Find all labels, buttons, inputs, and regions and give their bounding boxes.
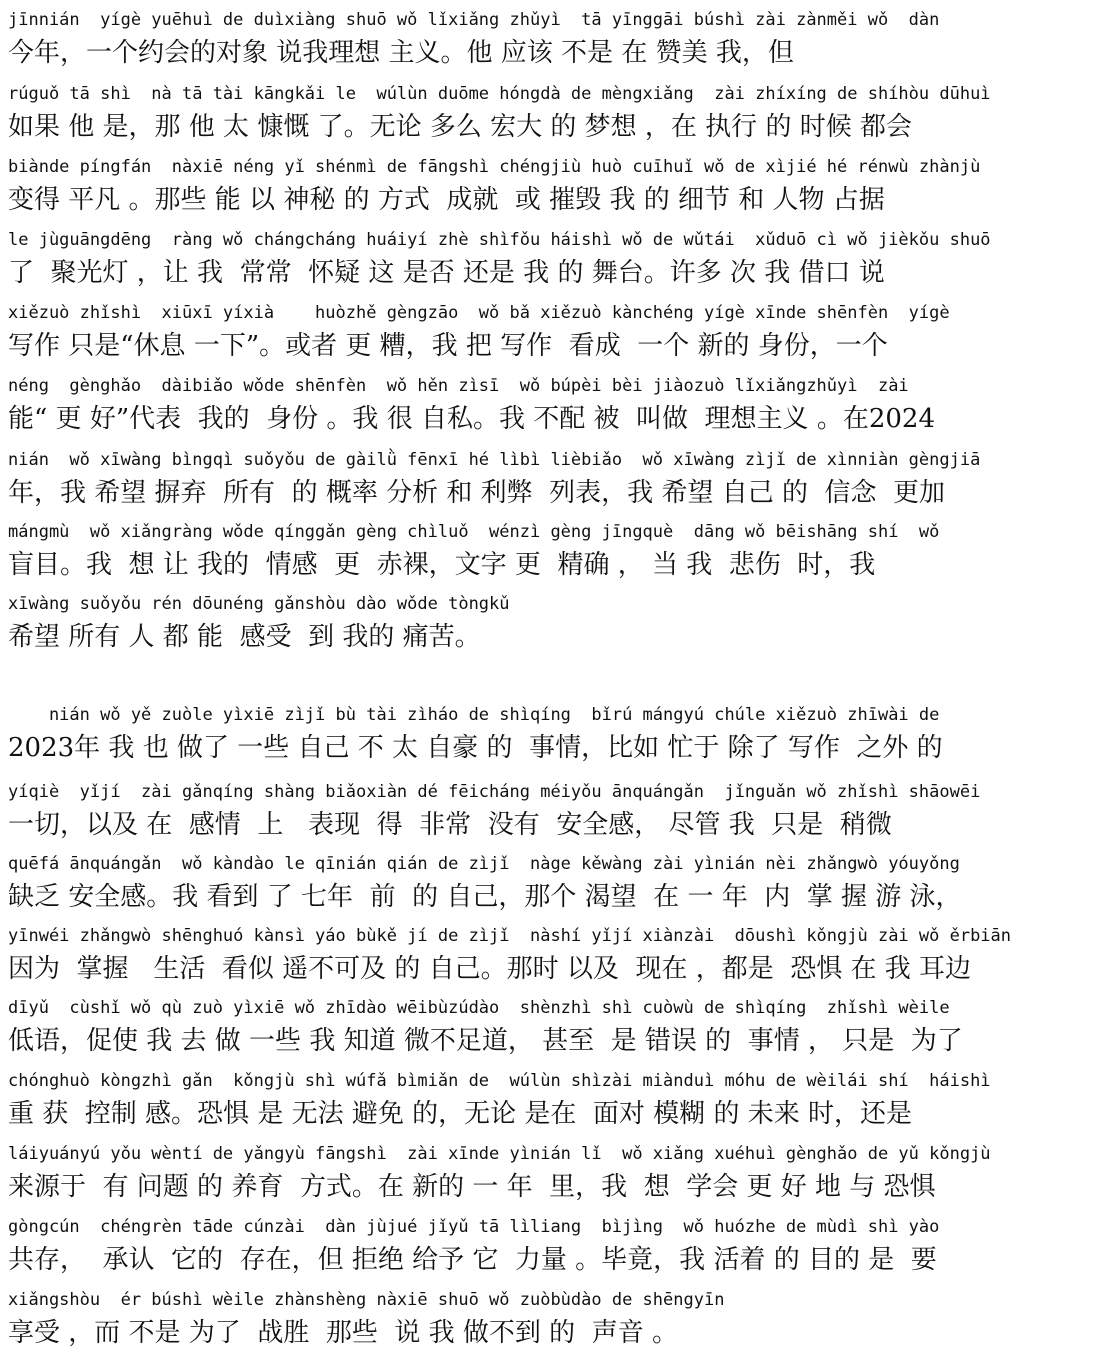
text-line — [0, 1288, 1100, 1360]
hanzi-line: 共存， 承认 它的 存在，但 拒绝 给予 它 力量 。毕竟，我 活着 的 目的 是 要 — [8, 1245, 937, 1275]
pinyin-line: yīnwéi zhǎngwò shēnghuó kànsì yáo bùkě jí de zìjǐ nàshí yǐjí xiànzài dōushì kǒngjù zài wǒ ěrbiān — [8, 926, 1012, 946]
hanzi-line: 因为 掌握 生活 看似 遥不可及 的 自己。那时 以及 现在 ，都是 恐惧 在 我 耳边 — [8, 954, 972, 984]
text-line — [0, 1215, 1100, 1287]
hanzi-line: 今年，一个约会的对象 说我理想 主义。他 应该 不是 在 赞美 我，但 — [8, 38, 794, 68]
pinyin-line: rúguǒ tā shì nà tā tài kāngkǎi le wúlùn duōme hóngdà de mèngxiǎng zài zhíxíng de shíhòu dūhuì — [8, 84, 991, 104]
text-line — [0, 996, 1100, 1068]
pinyin-line: xiězuò zhǐshì xiūxī yíxià huòzhě gèngzāo wǒ bǎ xiězuò kànchéng yígè xīnde shēnfèn yígè — [8, 303, 950, 323]
pinyin-line: gòngcún chéngrèn tāde cúnzài dàn jùjué jǐyǔ tā lìliang bìjìng wǒ huózhe de mùdì shì yào — [8, 1217, 940, 1237]
hanzi-line: 盲目。我 想 让 我的 情感 更 赤裸，文字 更 精确 ， 当 我 悲伤 时，我 — [8, 550, 876, 580]
hanzi-line: 希望 所有 人 都 能 感受 到 我的 痛苦。 — [8, 622, 481, 652]
pinyin-line: yíqiè yǐjí zài gǎnqíng shàng biǎoxiàn dé fēicháng méiyǒu ānquángǎn jǐnguǎn wǒ zhǐshì shāowēi — [8, 782, 981, 802]
hanzi-line: 低语，促使 我 去 做 一些 我 知道 微不足道， 甚至 是 错误 的 事情 ， 只是 为了 — [8, 1026, 963, 1056]
text-line — [0, 520, 1100, 592]
pinyin-line: le jùguāngdēng ràng wǒ chángcháng huáiyí zhè shìfǒu háishì wǒ de wǔtái xǔduō cì wǒ jièkǒu shuō — [8, 230, 991, 250]
pinyin-line: néng gènghǎo dàibiǎo wǒde shēnfèn wǒ hěn zìsī wǒ búpèi bèi jiàozuò lǐxiǎngzhǔyì zài — [8, 376, 909, 396]
hanzi-line: 缺乏 安全感。我 看到 了 七年 前 的 自己，那个 渴望 在 一 年 内 掌 握 游 泳， — [8, 882, 962, 912]
hanzi-line: 能“ 更 好”代表 我的 身份 。我 很 自私。我 不配 被 叫做 理想主义 。在2024 — [8, 404, 935, 434]
text-line — [0, 780, 1100, 852]
pinyin-line: mángmù wǒ xiǎngràng wǒde qínggǎn gèng chìluǒ wénzì gèng jīngquè dāng wǒ bēishāng shí wǒ — [8, 522, 940, 542]
text-line — [0, 924, 1100, 996]
text-line — [0, 592, 1100, 664]
text-line — [0, 374, 1100, 446]
text-line — [0, 155, 1100, 227]
pinyin-line: láiyuányú yǒu wèntí de yǎngyù fāngshì zài xīnde yìnián lǐ wǒ xiǎng xuéhuì gènghǎo de yǔ kǒngjù — [8, 1144, 991, 1164]
text-line — [0, 82, 1100, 154]
pinyin-line: nián wǒ xīwàng bìngqì suǒyǒu de gàilǜ fēnxī hé lìbì lièbiǎo wǒ xīwàng zìjǐ de xìnniàn gèngjiā — [8, 450, 981, 470]
hanzi-line: 2023年 我 也 做了 一些 自己 不 太 自豪 的 事情，比如 忙于 除了 写作 之外 的 — [8, 733, 943, 763]
pinyin-line: nián wǒ yě zuòle yìxiē zìjǐ bù tài zìháo de shìqíng bǐrú mángyú chúle xiězuò zhīwài de — [8, 705, 940, 725]
pinyin-line: quēfá ānquángǎn wǒ kàndào le qīnián qián de zìjǐ nàge kěwàng zài yìnián nèi zhǎngwò yóuyǒng — [8, 854, 960, 874]
pinyin-line: dīyǔ cùshǐ wǒ qù zuò yìxiē wǒ zhīdào wēibùzúdào shènzhì shì cuòwù de shìqíng zhǐshì wèile — [8, 998, 950, 1018]
text-line — [0, 703, 1100, 775]
text-line — [0, 448, 1100, 520]
hanzi-line: 重 获 控制 感。恐惧 是 无法 避免 的，无论 是在 面对 模糊 的 未来 时，还是 — [8, 1099, 912, 1129]
pinyin-line: chónghuò kòngzhì gǎn kǒngjù shì wúfǎ bìmiǎn de wúlùn shìzài miànduì móhu de wèilái shí háishì — [8, 1071, 991, 1091]
hanzi-line: 年，我 希望 摒弃 所有 的 概率 分析 和 利弊 列表，我 希望 自己 的 信念 更加 — [8, 478, 946, 508]
pinyin-line: xiǎngshòu ér búshì wèile zhànshèng nàxiē shuō wǒ zuòbùdào de shēngyīn — [8, 1290, 725, 1310]
hanzi-line: 了 聚光灯 ，让 我 常常 怀疑 这 是否 还是 我 的 舞台。许多 次 我 借口 说 — [8, 258, 885, 288]
text-line — [0, 228, 1100, 300]
hanzi-line: 写作 只是“休息 一下”。或者 更 糟，我 把 写作 看成 一个 新的 身份，一个 — [8, 331, 888, 361]
hanzi-line: 享受 ，而 不是 为了 战胜 那些 说 我 做不到 的 声音 。 — [8, 1318, 678, 1348]
text-line — [0, 852, 1100, 924]
text-line — [0, 1069, 1100, 1141]
hanzi-line: 来源于 有 问题 的 养育 方式。在 新的 一 年 里，我 想 学会 更 好 地 与 恐惧 — [8, 1172, 936, 1202]
hanzi-line: 变得 平凡 。那些 能 以 神秘 的 方式 成就 或 摧毁 我 的 细节 和 人物 占据 — [8, 185, 885, 215]
pinyin-line: biànde píngfán nàxiē néng yǐ shénmì de fāngshì chéngjiù huò cuīhuǐ wǒ de xìjié hé rénwù zhànjù — [8, 157, 981, 177]
pinyin-line: jīnnián yígè yuēhuì de duìxiàng shuō wǒ lǐxiǎng zhǔyì tā yīnggāi búshì zài zànměi wǒ dàn — [8, 10, 940, 30]
hanzi-line: 如果 他 是，那 他 太 慷慨 了。无论 多么 宏大 的 梦想 ，在 执行 的 时候 都会 — [8, 112, 912, 142]
text-line — [0, 8, 1100, 80]
text-line — [0, 1142, 1100, 1214]
text-line — [0, 301, 1100, 373]
pinyin-line: xīwàng suǒyǒu rén dōunéng gǎnshòu dào wǒde tòngkǔ — [8, 594, 510, 614]
hanzi-line: 一切，以及 在 感情 上 表现 得 非常 没有 安全感， 尽管 我 只是 稍微 — [8, 810, 892, 840]
